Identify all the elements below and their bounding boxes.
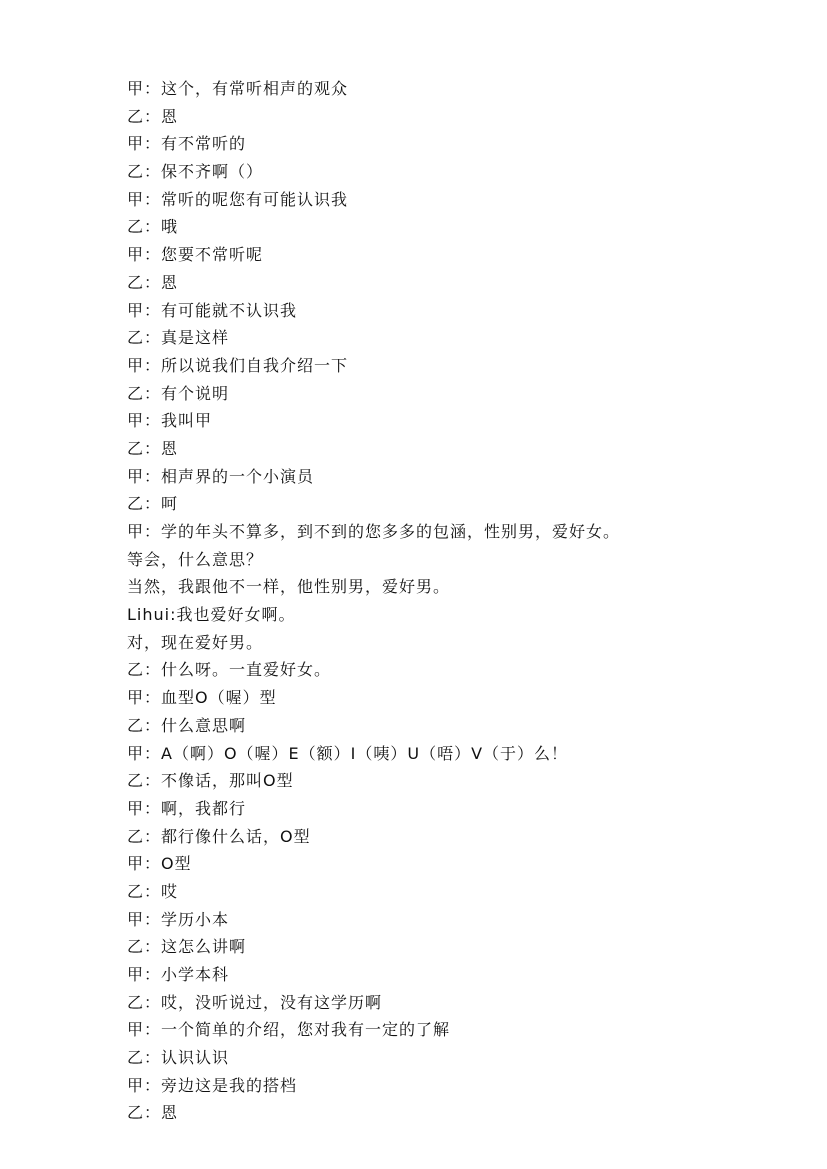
dialogue-line: 乙：呵 — [127, 494, 179, 514]
dialogue-line: 乙：恩 — [127, 106, 179, 126]
dialogue-line: 甲：血型O（喔）型 — [127, 688, 277, 708]
dialogue-line: 当然，我跟他不一样，他性别男，爱好男。 — [127, 577, 451, 597]
dialogue-lines — [127, 75, 807, 1127]
dialogue-line: 乙：这怎么讲啊 — [127, 937, 247, 957]
dialogue-line: 甲：O型 — [127, 854, 192, 874]
dialogue-line: 乙：哎 — [127, 881, 179, 901]
dialogue-line: 甲：小学本科 — [127, 965, 230, 984]
dialogue-line: 甲：有不常听的 — [127, 134, 247, 154]
dialogue-line: 甲：一个简单的介绍，您对我有一定的了解 — [127, 1020, 451, 1040]
dialogue-line: 乙：恩 — [127, 1103, 179, 1123]
dialogue-line: 甲：旁边这是我的搭档 — [127, 1075, 298, 1095]
dialogue-line: 乙：恩 — [127, 272, 179, 292]
dialogue-line: 乙：哎，没听说过，没有这学历啊 — [127, 992, 383, 1012]
dialogue-line: 乙：都行像什么话，O型 — [127, 826, 311, 846]
dialogue-line: 甲：我叫甲 — [127, 411, 213, 431]
dialogue-line: 甲：这个，有常听相声的观众 — [127, 79, 349, 98]
dialogue-line: 乙：不像话，那叫O型 — [127, 771, 294, 791]
dialogue-line: 乙：有个说明 — [127, 383, 230, 403]
dialogue-line: 甲：常听的呢您有可能认识我 — [127, 189, 349, 209]
dialogue-line: 乙：哦 — [127, 217, 179, 237]
dialogue-line: 甲：所以说我们自我介绍一下 — [127, 355, 349, 375]
dialogue-line: 甲：学历小本 — [127, 909, 230, 929]
dialogue-line: 甲：有可能就不认识我 — [127, 300, 298, 320]
dialogue-line: 甲：啊，我都行 — [127, 798, 247, 818]
dialogue-line: 甲：学的年头不算多，到不到的您多多的包涵，性别男，爱好女。 — [127, 522, 621, 541]
dialogue-line: 乙：什么呀。一直爱好女。 — [127, 660, 332, 680]
dialogue-line: 对，现在爱好男。 — [127, 632, 264, 652]
dialogue-line: 乙：恩 — [127, 438, 179, 458]
dialogue-line: 乙：认识认识 — [127, 1048, 230, 1068]
dialogue-line: 等会，什么意思？ — [127, 549, 264, 569]
dialogue-line: 乙：真是这样 — [127, 328, 230, 348]
dialogue-line: 乙：什么意思啊 — [127, 715, 247, 735]
dialogue-line: 乙：保不齐啊（） — [127, 162, 264, 182]
dialogue-line: Lihui:我也爱好女啊。 — [127, 605, 296, 625]
dialogue-line: 甲：相声界的一个小演员 — [127, 466, 315, 486]
dialogue-line: 甲：您要不常听呢 — [127, 245, 264, 265]
dialogue-line: 甲：A（啊）O（喔）E（额）I（咦）U（唔）V（于）么！ — [127, 743, 569, 763]
